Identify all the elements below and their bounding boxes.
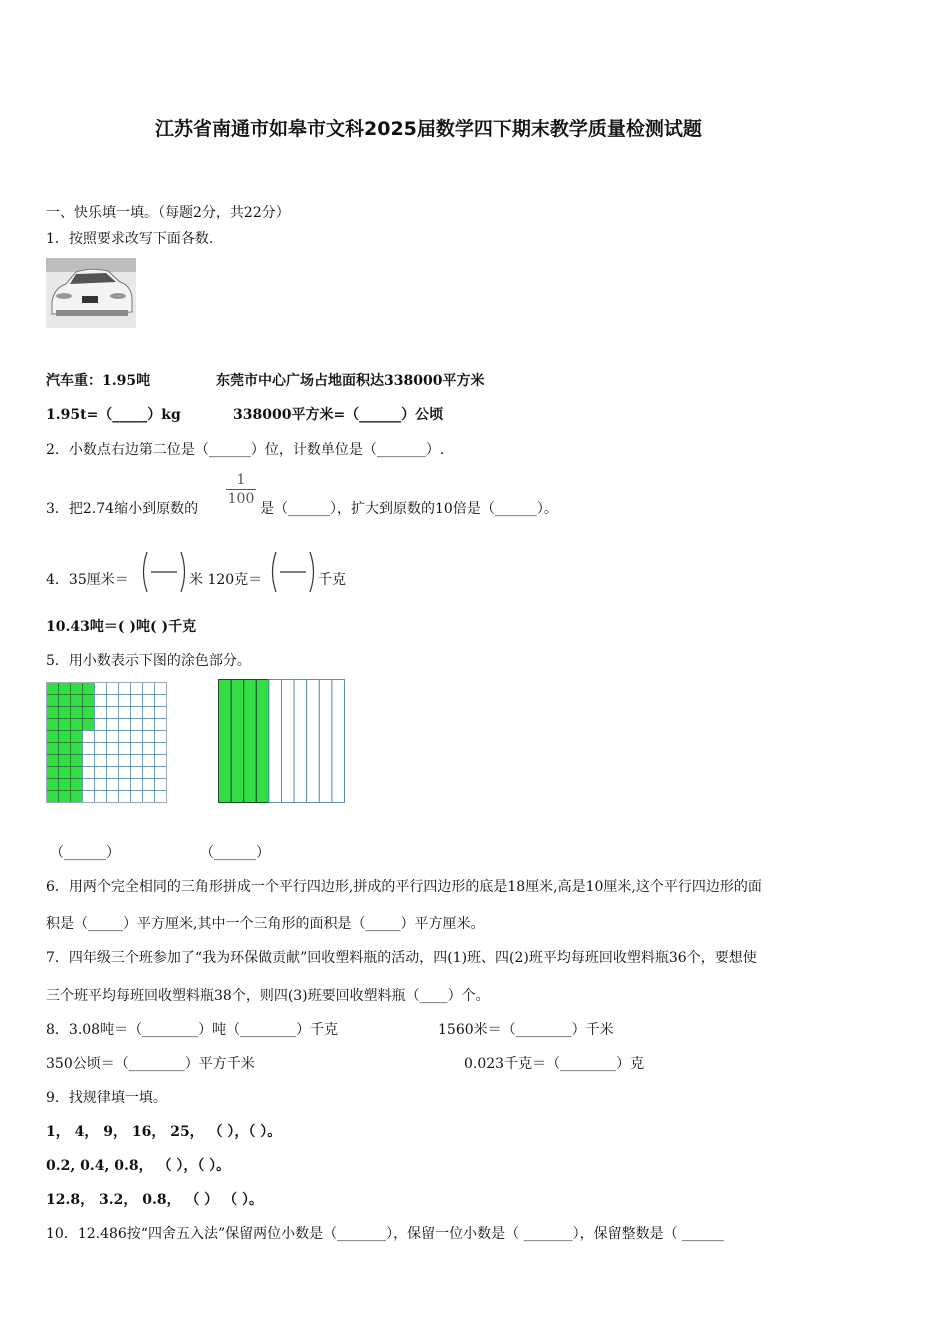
empty-cell — [119, 791, 131, 803]
shaded-cell — [59, 779, 71, 791]
shaded-cell — [83, 707, 95, 719]
car-photo — [46, 258, 136, 328]
empty-cell — [95, 683, 107, 695]
fraction-one-hundredth — [226, 472, 256, 507]
empty-cell — [143, 755, 155, 767]
empty-strip — [332, 680, 345, 803]
empty-cell — [131, 707, 143, 719]
empty-cell — [95, 719, 107, 731]
empty-cell — [95, 731, 107, 743]
empty-cell — [143, 743, 155, 755]
empty-cell — [143, 767, 155, 779]
answer-blank-1: （______） — [50, 845, 120, 861]
question-2: 2．小数点右边第二位是（______）位，计数单位是（_______）. — [46, 442, 445, 458]
page-title: 江苏省南通市如皋市文科2025届数学四下期末教学质量检测试题 — [155, 118, 702, 140]
empty-cell — [95, 755, 107, 767]
empty-strip — [294, 680, 307, 803]
shaded-cell — [47, 779, 59, 791]
empty-cell — [155, 755, 167, 767]
question-4-part-a: 4．35厘米＝ — [46, 572, 129, 588]
fraction-bar — [226, 489, 256, 490]
question-8-a: 8．3.08吨＝（________）吨（________）千克 — [46, 1022, 339, 1038]
question-10: 10．12.486按“四舍五入法”保留两位小数是（_______），保留一位小数是（ _______），保留整数是（ ______ — [46, 1226, 725, 1242]
empty-cell — [107, 731, 119, 743]
empty-cell — [95, 791, 107, 803]
empty-cell — [155, 683, 167, 695]
empty-cell — [119, 743, 131, 755]
empty-cell — [107, 767, 119, 779]
shaded-cell — [71, 731, 83, 743]
fraction-numerator: 1 — [236, 472, 246, 488]
shaded-cell — [47, 791, 59, 803]
question-4-part-c: 千克 — [318, 572, 346, 588]
empty-cell — [119, 707, 131, 719]
empty-cell — [119, 683, 131, 695]
empty-cell — [107, 719, 119, 731]
empty-cell — [131, 755, 143, 767]
empty-cell — [119, 755, 131, 767]
plaza-area-text: 东莞市中心广场占地面积达338000平方米 — [216, 373, 485, 389]
empty-cell — [131, 779, 143, 791]
shaded-strip — [219, 680, 232, 803]
shaded-cell — [59, 683, 71, 695]
shaded-cell — [71, 755, 83, 767]
empty-cell — [143, 791, 155, 803]
empty-cell — [143, 707, 155, 719]
sequence-2: 0.2, 0.4, 0.8， （ ），（ ）。 — [46, 1158, 231, 1174]
shaded-cell — [59, 743, 71, 755]
shaded-cell — [59, 731, 71, 743]
sequence-1: 1， 4， 9， 16， 25， （ ），（ ）。 — [46, 1124, 282, 1140]
empty-cell — [95, 707, 107, 719]
empty-cell — [95, 743, 107, 755]
empty-strip — [282, 680, 295, 803]
shaded-cell — [59, 791, 71, 803]
question-9: 9．找规律填一填。 — [46, 1090, 167, 1106]
shaded-cell — [71, 791, 83, 803]
empty-cell — [143, 719, 155, 731]
empty-cell — [83, 779, 95, 791]
empty-cell — [119, 767, 131, 779]
shaded-cell — [47, 755, 59, 767]
tenths-grid — [218, 679, 345, 803]
empty-cell — [107, 683, 119, 695]
question-8-b: 1560米＝（________）千米 — [438, 1022, 614, 1038]
empty-cell — [143, 683, 155, 695]
empty-cell — [143, 695, 155, 707]
shaded-cell — [47, 767, 59, 779]
shaded-cell — [47, 743, 59, 755]
question-1: 1．按照要求改写下面各数. — [46, 231, 214, 247]
empty-cell — [119, 731, 131, 743]
fraction-blank-1 — [139, 550, 189, 594]
shaded-strip — [231, 680, 244, 803]
empty-cell — [131, 731, 143, 743]
question-3-suffix: 是（______），扩大到原数的10倍是（______）。 — [260, 501, 558, 517]
empty-cell — [107, 743, 119, 755]
question-6-line-1: 6．用两个完全相同的三角形拼成一个平行四边形,拼成的平行四边形的底是18厘米,高是10厘米,这个平行四边形的面 — [46, 879, 762, 895]
shaded-cell — [71, 683, 83, 695]
empty-cell — [107, 695, 119, 707]
empty-cell — [83, 767, 95, 779]
empty-cell — [107, 755, 119, 767]
shaded-cell — [59, 707, 71, 719]
question-7-line-2: 三个班平均每班回收塑料瓶38个，则四(3)班要回收塑料瓶（____）个。 — [46, 988, 490, 1004]
empty-cell — [131, 719, 143, 731]
empty-cell — [83, 791, 95, 803]
question-4-line-2: 10.43吨＝( )吨( )千克 — [46, 619, 197, 635]
shaded-cell — [59, 767, 71, 779]
empty-cell — [107, 779, 119, 791]
empty-cell — [119, 695, 131, 707]
question-8-d: 0.023千克＝（________）克 — [464, 1056, 645, 1072]
empty-cell — [155, 695, 167, 707]
shaded-cell — [47, 683, 59, 695]
empty-cell — [155, 791, 167, 803]
empty-cell — [131, 791, 143, 803]
question-5: 5．用小数表示下图的涂色部分。 — [46, 653, 251, 669]
shaded-cell — [83, 695, 95, 707]
sequence-3: 12.8， 3.2， 0.8， （ ） （ ）。 — [46, 1192, 264, 1208]
question-7-line-1: 7．四年级三个班参加了“我为环保做贡献”回收塑料瓶的活动，四(1)班、四(2)班平均每班回收塑料瓶36个，要想使 — [46, 950, 757, 966]
empty-strip — [269, 680, 282, 803]
fraction-denominator: 100 — [227, 491, 255, 507]
shaded-cell — [47, 707, 59, 719]
empty-cell — [119, 719, 131, 731]
empty-cell — [83, 731, 95, 743]
conversion-2: 338000平方米=（______）公顷 — [233, 407, 444, 423]
empty-strip — [319, 680, 332, 803]
shaded-cell — [47, 695, 59, 707]
shaded-cell — [59, 755, 71, 767]
question-4-part-b: 米 120克＝ — [189, 572, 263, 588]
empty-cell — [119, 779, 131, 791]
empty-cell — [131, 695, 143, 707]
empty-cell — [155, 731, 167, 743]
empty-cell — [107, 791, 119, 803]
empty-cell — [143, 779, 155, 791]
shaded-cell — [59, 719, 71, 731]
empty-cell — [131, 683, 143, 695]
shaded-cell — [71, 767, 83, 779]
shaded-cell — [59, 695, 71, 707]
shaded-cell — [71, 695, 83, 707]
empty-cell — [143, 731, 155, 743]
empty-cell — [155, 779, 167, 791]
empty-cell — [155, 719, 167, 731]
shaded-cell — [71, 719, 83, 731]
empty-cell — [155, 767, 167, 779]
empty-cell — [155, 743, 167, 755]
empty-cell — [107, 707, 119, 719]
fraction-blank-2 — [268, 550, 318, 594]
question-8-c: 350公顷＝（________）平方千米 — [46, 1056, 255, 1072]
empty-cell — [83, 755, 95, 767]
empty-cell — [131, 743, 143, 755]
empty-strip — [307, 680, 320, 803]
shaded-cell — [83, 683, 95, 695]
empty-cell — [155, 707, 167, 719]
empty-cell — [83, 743, 95, 755]
car-weight-text: 汽车重：1.95吨 — [46, 373, 151, 389]
shaded-cell — [71, 707, 83, 719]
shaded-cell — [71, 743, 83, 755]
question-3-prefix: 3．把2.74缩小到原数的 — [46, 501, 199, 517]
empty-cell — [95, 779, 107, 791]
shaded-cell — [47, 731, 59, 743]
answer-blank-2: （______） — [200, 845, 270, 861]
question-6-line-2: 积是（_____）平方厘米,其中一个三角形的面积是（_____）平方厘米。 — [46, 916, 485, 932]
shaded-strip — [256, 680, 269, 803]
section-heading: 一、快乐填一填。（每题2分，共22分） — [46, 205, 290, 221]
shaded-cell — [71, 779, 83, 791]
shaded-cell — [47, 719, 59, 731]
shaded-cell — [83, 719, 95, 731]
shaded-strip — [244, 680, 257, 803]
empty-cell — [131, 767, 143, 779]
hundred-grid — [46, 682, 167, 803]
conversion-1: 1.95t=（_____）kg — [46, 407, 181, 423]
empty-cell — [95, 695, 107, 707]
empty-cell — [95, 767, 107, 779]
